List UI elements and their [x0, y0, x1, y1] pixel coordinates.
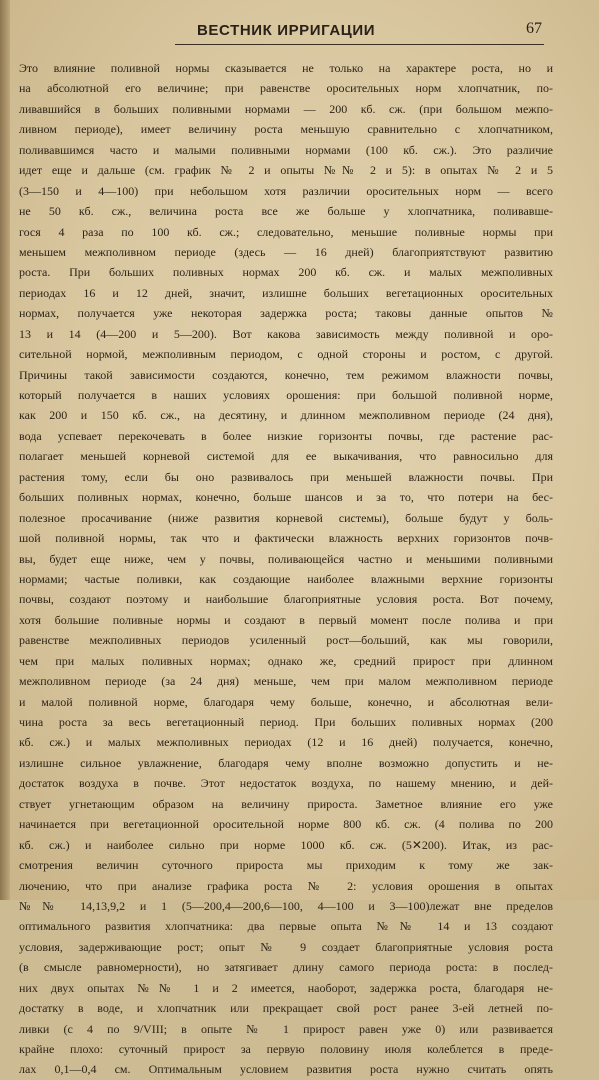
text-line: идет еще и дальше (см. график № 2 и опыты №№ 2 и 5): в опытах № 2 и 5: [19, 163, 553, 178]
text-line: полагает меньшей корневой системой для ее выкачивания, что равносильно для: [19, 449, 553, 464]
text-line: равенстве межполивных периодов усиленный рост—больший, как мы говорили,: [19, 633, 553, 648]
text-line: полезное просачивание (ниже развития корневой системы), больше будут у боль-: [19, 510, 553, 525]
text-line: межполивном периоде (за 24 дня) меньше, чем при малом межполивном периоде: [19, 674, 553, 689]
journal-title: ВЕСТНИК ИРРИГАЦИИ: [197, 22, 376, 39]
text-line: не 50 кб. сж., величина роста все же больше у хлопчатника, поливавше-: [19, 204, 553, 219]
text-line: шой поливной нормы, так что и фактически влажность верхних горизонтов почв-: [19, 531, 553, 546]
text-line: крайне плохо: суточный прирост за первую половину июля колеблется в преде-: [19, 1042, 553, 1056]
text-line: №№ 14,13,9,2 и 1 (5—200,4—200,6—100, 4—100 и 3—100)лежат вне пределов: [19, 898, 553, 913]
text-line: гося 4 раза по 100 кб. сж.; следовательно, меньшие поливные нормы при: [19, 224, 553, 239]
text-line: Это влияние поливной нормы сказывается не только на характере роста, но и: [19, 61, 553, 75]
text-line: (3—150 и 4—100) при небольшом хотя различии оросительных норм — всего: [19, 183, 553, 198]
text-line: начинается при вегетационной оросительной норме 800 кб. сж. (4 полива по 200: [19, 817, 553, 832]
text-line: как 200 и 150 кб. сж., на десятину, и длинном межполивном периоде (24 дня),: [19, 408, 553, 423]
text-line: чем при малых поливных нормах; однако же, средний прирост при длинном: [19, 653, 553, 668]
body-text: [19, 58, 553, 1080]
text-line: ливавшийся в больших поливными нормами — 200 кб. сж. (при большом межпо-: [19, 101, 553, 116]
text-line: ливки (с 4 по 9/VIII; в опыте № 1 прирост равен уже 0) или развивается: [19, 1021, 553, 1036]
text-line: них двух опытах №№ 1 и 2 имеется, наоборот, задержка роста, благодаря не-: [19, 980, 553, 995]
text-line: на абсолютной его величине; при равенстве оросительных норм хлопчатник, по-: [19, 81, 553, 96]
text-line: почвы, создают поэтому и наибольшие благоприятные условия роста. Вот почему,: [19, 592, 553, 607]
text-line: вы, будет еще ниже, чем у почвы, поливающейся частно и меньшими поливными: [19, 551, 553, 566]
text-line: условия, задерживающие рост; опыт № 9 создает благоприятные условия роста: [19, 939, 553, 954]
running-header: [175, 20, 544, 45]
text-line: меньшем межполивном периоде (здесь — 16 дней) благоприятствуют развитию: [19, 244, 553, 259]
text-line: кб. сж.) и наиболее сильно при норме 1000 кб. сж. (5✕200). Итак, из рас-: [19, 837, 553, 852]
text-line: нормах, получается уже некоторая задержка роста; таковы данные опытов №: [19, 306, 553, 321]
text-line: достатку в воде, и хлопчатник или прекращает свой рост ранее 3-ей летней по-: [19, 1001, 553, 1016]
text-line: излишне сильное увлажнение, благодаря чему вполне возможно допустить и не-: [19, 755, 553, 770]
text-line: лючению, что при анализе графика роста № 2: условия орошения в опытах: [19, 878, 553, 893]
text-line: нормами; частые поливки, как создающие наиболее влажными верхние горизонты: [19, 571, 553, 586]
page-number: 67: [526, 20, 542, 37]
text-line: смотрения величин суточного прироста мы приходим к тому же зак-: [19, 858, 553, 873]
text-line: поливавшимся часто и малыми поливными нормами (100 кб. сж.). Это различие: [19, 142, 553, 157]
text-line: ствует угнетающим образом на величину прироста. Заметное влияние его уже: [19, 796, 553, 811]
text-line: Причины такой зависимости создаются, конечно, тем режимом влажности почвы,: [19, 367, 553, 382]
text-line: (в смысле равномерности), но затягивает длину самого периода роста: в послед-: [19, 960, 553, 975]
text-line: и малой поливной норме, благодаря чему больше, конечно, и абсолютная вели-: [19, 694, 553, 709]
text-line: роста. При больших поливных нормах 200 кб. сж. и малых межполивных: [19, 265, 553, 280]
text-line: больших поливных нормах, конечно, больше шансов и за то, что потери на бес-: [19, 490, 553, 505]
text-line: ливном периоде), имеет величину роста меньшую сравнительно с хлопчатником,: [19, 122, 553, 137]
text-line: сительной нормой, межполивным периодом, с одной стороны и ростом, с другой.: [19, 347, 553, 362]
text-line: периодах 16 и 12 дней, значит, излишне больших вегетационных оросительных: [19, 285, 553, 300]
text-line: хотя большие поливные нормы и создают в первый момент после полива и при: [19, 612, 553, 627]
text-line: лах 0,1—0,4 см. Оптимальным условием развития роста нужно считать опять: [19, 1062, 553, 1077]
binding-gutter: [0, 0, 10, 900]
text-line: растения тому, если бы оно развивалось при меньшей влажности почвы. При: [19, 469, 553, 484]
text-line: 13 и 14 (4—200 и 5—200). Вот какова зависимость между поливной и оро-: [19, 326, 553, 341]
text-line: вода успевает перекочевать в более низкие горизонты почвы, где растение рас-: [19, 428, 553, 443]
text-line: кб. сж.) и малых межполивных периодах (12 и 16 дней) получается, конечно,: [19, 735, 553, 750]
text-line: чина роста за весь вегетационный период. При больших поливных нормах (200: [19, 715, 553, 729]
text-line: оптимального развития хлопчатника: два первые опыта №№ 14 и 13 создают: [19, 919, 553, 934]
text-line: который получается в наших условиях орошения: при большой поливной норме,: [19, 388, 553, 402]
text-line: достаток воздуха в почве. Этот недостаток воздуха, по нашему мнению, и дей-: [19, 776, 553, 791]
